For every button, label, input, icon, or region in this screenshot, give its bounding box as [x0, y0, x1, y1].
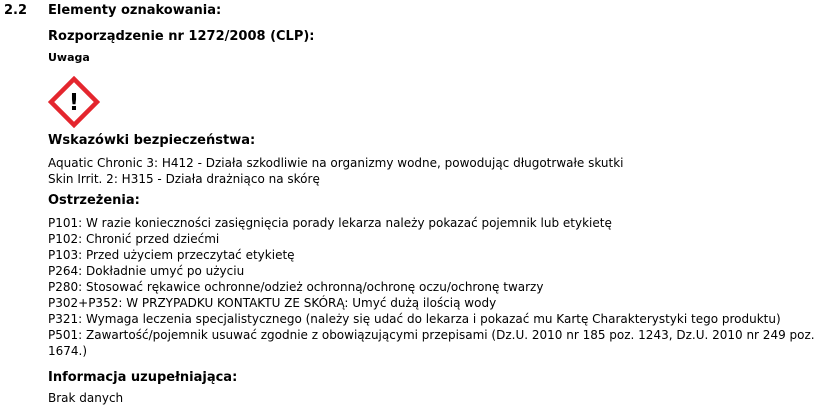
supplementary-info-text: Brak danych	[48, 391, 124, 405]
supplementary-info-heading: Informacja uzupełniająca:	[48, 370, 238, 385]
hazard-statements-heading: Wskazówki bezpieczeństwa:	[48, 133, 256, 148]
precautionary-statement: P280: Stosować rękawice ochronne/odzież ochronną/ochronę oczu/ochronę twarzy	[48, 280, 544, 294]
hazard-statements-list	[48, 155, 624, 187]
precautionary-statement: P264: Dokładnie umyć po użyciu	[48, 264, 245, 278]
signal-word: Uwaga	[48, 51, 90, 64]
precautionary-statement: P102: Chronić przed dziećmi	[48, 232, 220, 246]
precautionary-statements-heading: Ostrzeżenia:	[48, 193, 140, 208]
precautionary-statement-continuation: 1674.)	[48, 344, 88, 358]
svg-text:!: !	[68, 90, 80, 116]
precautionary-statement: P321: Wymaga leczenia specjalistycznego (należy się udać do lekarza i pokazać mu Kartę Charakterystyki tego produktu)	[48, 312, 781, 326]
precautionary-statement: P103: Przed użyciem przeczytać etykietę	[48, 248, 295, 262]
precautionary-statements-list	[48, 215, 815, 359]
hazard-statement: Aquatic Chronic 3: H412 - Działa szkodliwie na organizmy wodne, powodując długotrwałe skutki	[48, 156, 624, 170]
precautionary-statement: P501: Zawartość/pojemnik usuwać zgodnie z obowiązującymi przepisami (Dz.U. 2010 nr 185 poz. 1243, Dz.U. 2010 nr 249 poz.	[48, 328, 815, 342]
precautionary-statement: P302+P352: W PRZYPADKU KONTAKTU ZE SKÓRĄ: Umyć dużą ilością wody	[48, 296, 497, 310]
section-number: 2.2	[4, 3, 28, 18]
regulation-heading: Rozporządzenie nr 1272/2008 (CLP):	[48, 29, 315, 44]
ghs07-exclamation-mark-icon	[48, 76, 100, 128]
precautionary-statement: P101: W razie konieczności zasięgnięcia porady lekarza należy pokazać pojemnik lub etykietę	[48, 216, 612, 230]
section-title: Elementy oznakowania:	[48, 3, 222, 18]
hazard-statement: Skin Irrit. 2: H315 - Działa drażniąco na skórę	[48, 172, 320, 186]
